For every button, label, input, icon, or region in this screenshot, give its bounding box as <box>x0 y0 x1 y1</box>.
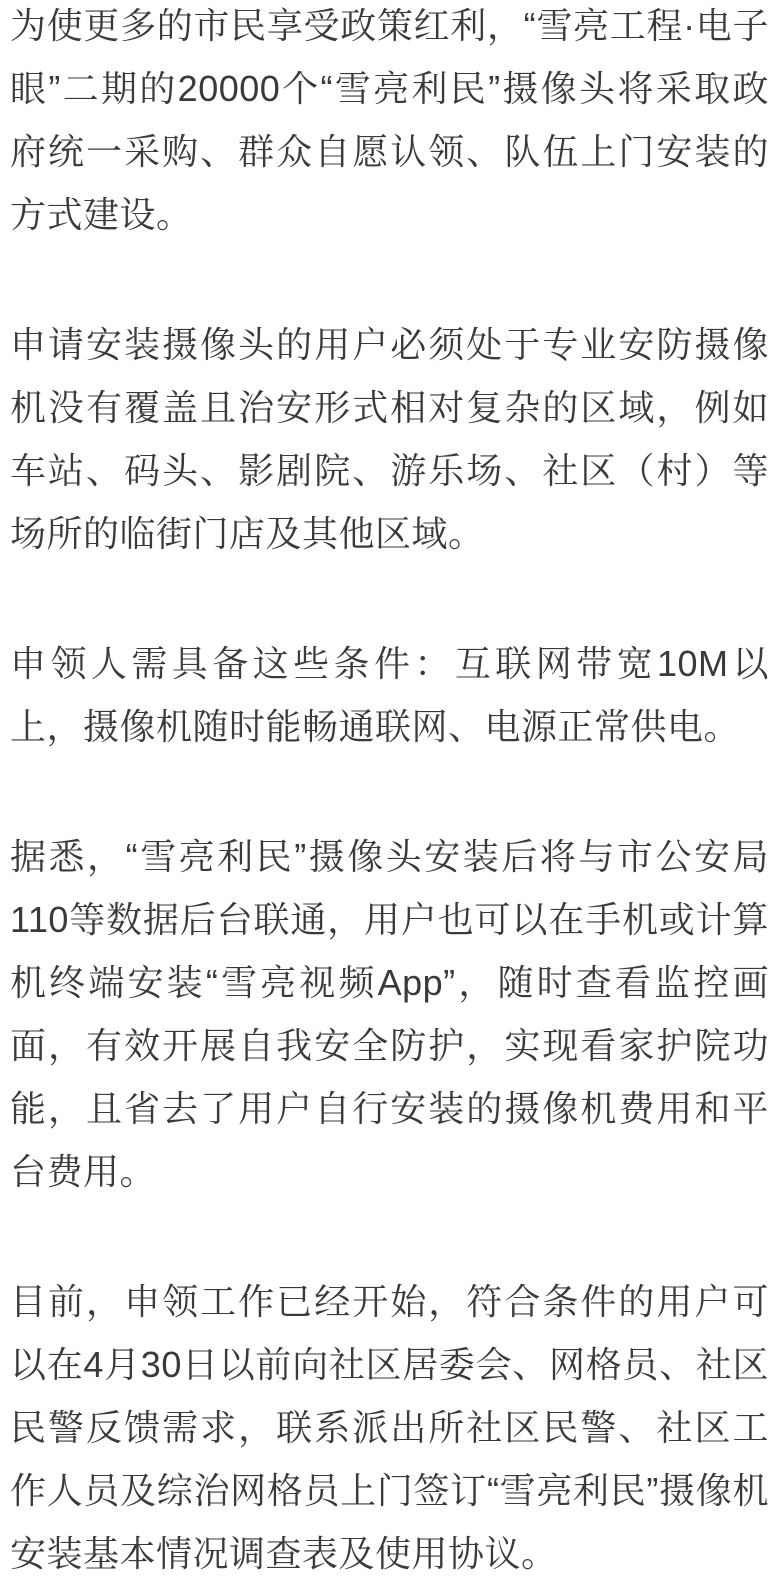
article-paragraph: 申请安装摄像头的用户必须处于专业安防摄像机没有覆盖且治安形式相对复杂的区域，例如车站、码头、影剧院、游乐场、社区（村）等场所的临街门店及其他区域。 <box>10 324 769 554</box>
article-paragraph: 据悉，“雪亮利民”摄像头安装后将与市公安局110等数据后台联通，用户也可以在手机或计算机终端安装“雪亮视频App”，随时查看监控画面，有效开展自我安全防护，实现看家护院功能，且省去了用户自行安装的摄像机费用和平台费用。 <box>10 836 769 1192</box>
article-paragraph: 申领人需具备这些条件：互联网带宽10M以上，摄像机随时能畅通联网、电源正常供电。 <box>10 643 769 747</box>
article-paragraph: 为使更多的市民享受政策红利，“雪亮工程·电子眼”二期的20000个“雪亮利民”摄像头将采取政府统一采购、群众自愿认领、队伍上门安装的方式建设。 <box>10 5 769 235</box>
article-paragraph: 目前，申领工作已经开始，符合条件的用户可以在4月30日以前向社区居委会、网格员、社区民警反馈需求，联系派出所社区民警、社区工作人员及综治网格员上门签订“雪亮利民”摄像机安装基本情况调查表及使用协议。 <box>10 1281 769 1574</box>
